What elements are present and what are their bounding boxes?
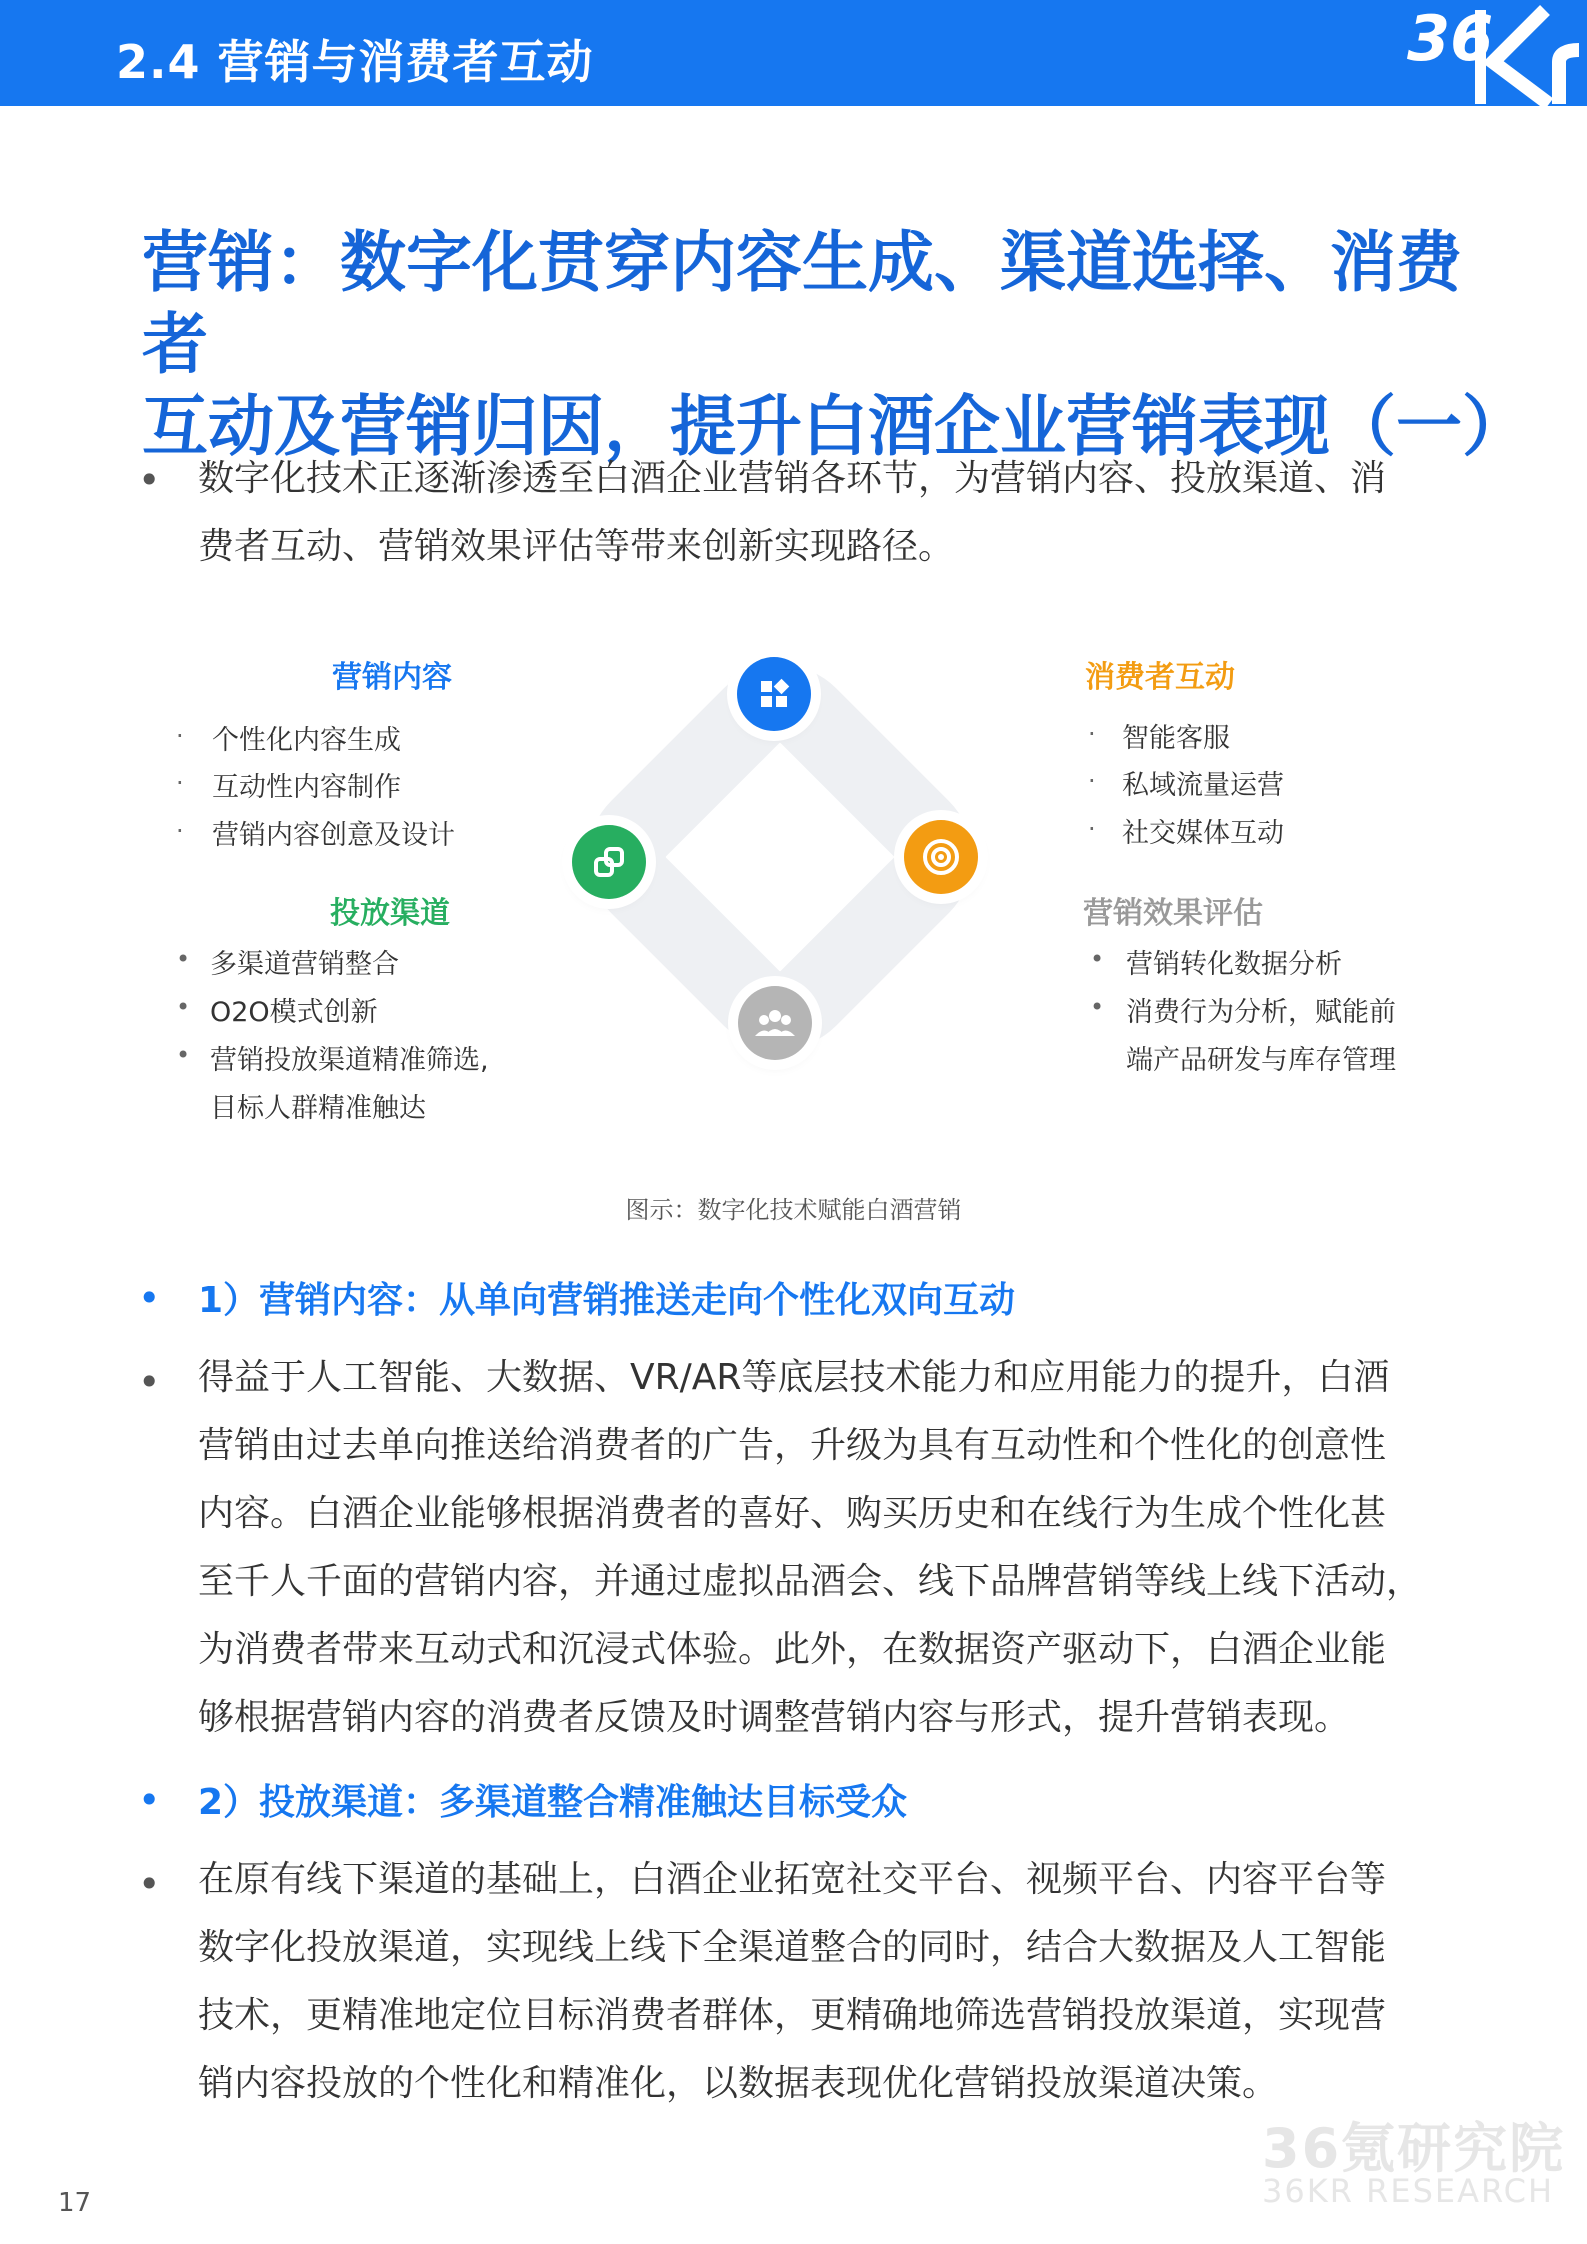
channel-item-dot: •: [176, 993, 191, 1021]
bullet-marker: •: [138, 1778, 161, 1822]
evaluation-item: 营销转化数据分析: [1126, 949, 1342, 980]
interaction-item-dot: ·: [1088, 767, 1096, 795]
channel-item: 目标人群精准触达: [210, 1093, 426, 1124]
interaction-category-title: 消费者互动: [1085, 660, 1235, 695]
section1-heading: 1）营销内容：从单向营销推送走向个性化双向互动: [198, 1280, 1016, 1321]
interaction-item: 私域流量运营: [1122, 770, 1284, 801]
36kr-logo: 36: [1387, 0, 1587, 106]
kr-logo-mark: [1475, 0, 1585, 106]
interaction-item: 社交媒体互动: [1122, 818, 1284, 849]
section-title: 2.4 营销与消费者互动: [116, 35, 594, 89]
watermark-logo: 36氪研究院: [1262, 2117, 1566, 2180]
channel-link-icon: [572, 825, 646, 899]
bullet-marker: •: [138, 1862, 161, 1906]
interaction-item-dot: ·: [1088, 720, 1096, 748]
content-item: 营销内容创意及设计: [212, 820, 455, 851]
content-grid-icon: [737, 657, 811, 731]
channel-item: O2O模式创新: [210, 997, 378, 1028]
bullet-marker: •: [138, 458, 161, 502]
content-item-dot: ·: [176, 722, 184, 750]
watermark-subtitle: 36KR RESEARCH: [1262, 2172, 1555, 2210]
channel-item: 营销投放渠道精准筛选,: [210, 1045, 489, 1076]
evaluation-item-dot: •: [1090, 945, 1105, 973]
interaction-item-dot: ·: [1088, 815, 1096, 843]
page-number: 17: [58, 2188, 92, 2218]
content-item: 互动性内容制作: [212, 772, 401, 803]
interaction-target-icon: [904, 820, 978, 894]
content-item-dot: ·: [176, 817, 184, 845]
evaluation-item: 消费行为分析，赋能前: [1126, 997, 1396, 1028]
channel-item: 多渠道营销整合: [210, 949, 399, 980]
interaction-item: 智能客服: [1122, 723, 1230, 754]
evaluation-item: 端产品研发与库存管理: [1126, 1045, 1396, 1076]
content-item: 个性化内容生成: [212, 725, 401, 756]
content-category-title: 营销内容: [332, 660, 452, 695]
channel-category-title: 投放渠道: [330, 896, 450, 931]
section2-heading: 2）投放渠道：多渠道整合精准触达目标受众: [198, 1782, 908, 1823]
evaluation-category-title: 营销效果评估: [1083, 896, 1263, 931]
diagram-caption: 图示：数字化技术赋能白酒营销: [625, 1196, 962, 1224]
intro-paragraph: 数字化技术正逐渐渗透至白酒企业营销各环节，为营销内容、投放渠道、消 费者互动、营销效果评估等带来创新实现路径。: [198, 458, 1387, 567]
content-item-dot: ·: [176, 769, 184, 797]
section1-paragraph: 得益于人工智能、大数据、VR/AR等底层技术能力和应用能力的提升，白酒 营销由过去单向推送给消费者的广告，升级为具有互动性和个性化的创意性 内容。白酒企业能够根据消费者的喜好、购买历史和在线行为生成个性化甚 至千人千面的营销内容，并通过虚拟品酒会、线下品牌营销等线上线下活动， 为消费者带来互动式和沉浸式体验。此外，在数据资产驱动下，白酒企业能 够根据营销内容的消费者反馈及时调整营销内容与形式，提升营销表现。: [198, 1357, 1423, 1738]
channel-item-dot: •: [176, 945, 191, 973]
section-header-bar: [0, 0, 1587, 106]
evaluation-group-icon: [738, 986, 812, 1060]
evaluation-item-dot: •: [1090, 993, 1105, 1021]
bullet-marker: •: [138, 1276, 161, 1320]
channel-item-dot: •: [176, 1041, 191, 1069]
bullet-marker: •: [138, 1360, 161, 1404]
section2-paragraph: 在原有线下渠道的基础上，白酒企业拓宽社交平台、视频平台、内容平台等 数字化投放渠道，实现线上线下全渠道整合的同时，结合大数据及人工智能 技术，更精准地定位目标消费者群体，更精确地筛选营销投放渠道，实现营 销内容投放的个性化和精准化，以数据表现优化营销投放渠道决策。: [198, 1859, 1387, 2104]
page-title: 营销：数字化贯穿内容生成、渠道选择、消费者 互动及营销归因，提升白酒企业营销表现（一）: [142, 224, 1528, 465]
